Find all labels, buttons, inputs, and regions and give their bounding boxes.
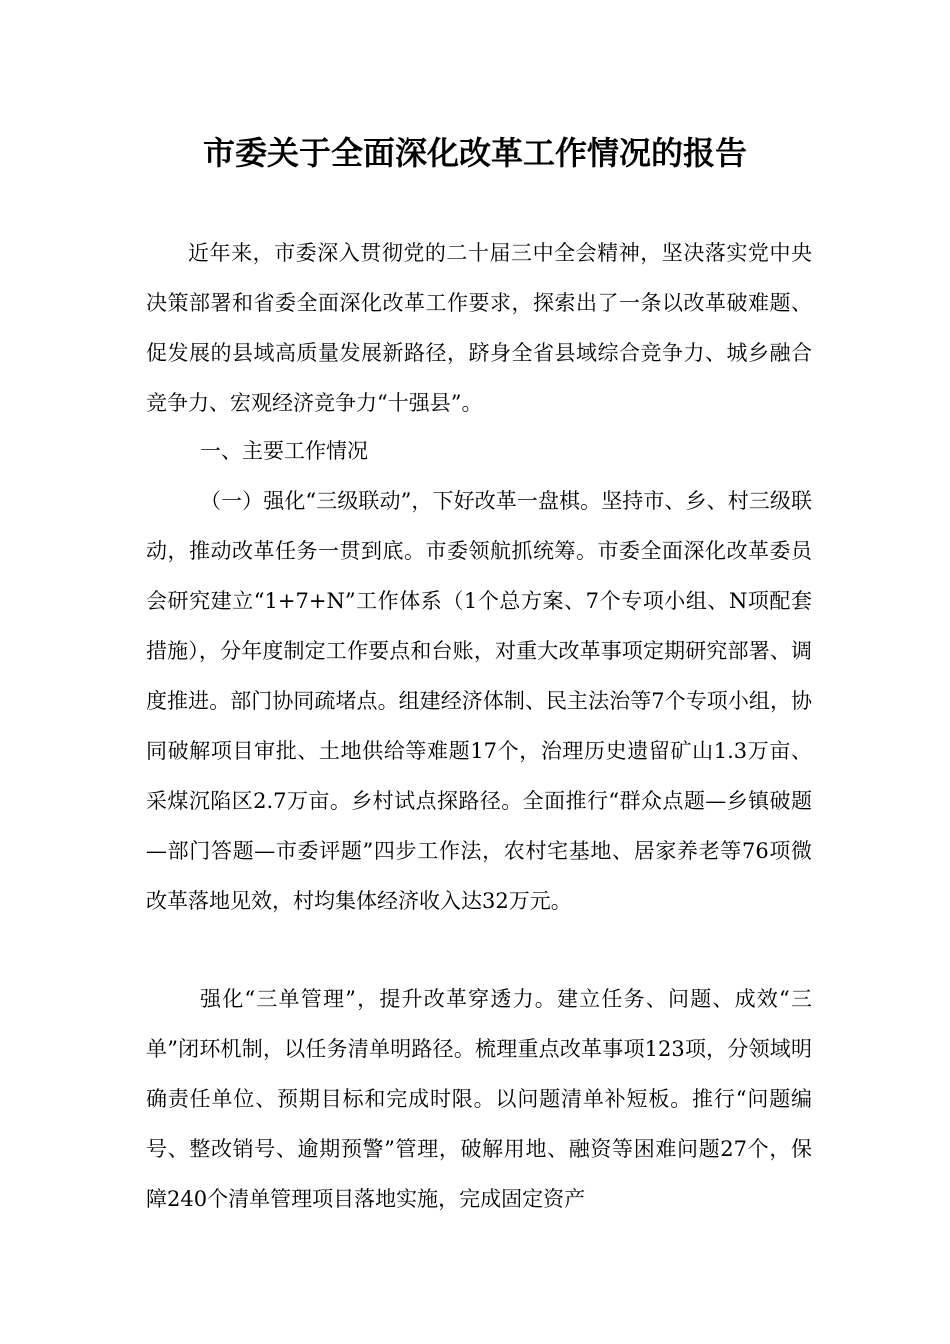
section-heading: 一、主要工作情况 — [200, 439, 368, 463]
paragraph-three-level: （一）强化“三级联动”，下好改革一盘棋。坚持市、乡、村三级联动，推动改革任务一贯到底。市委领航抓统筹。市委全面深化改革委员会研究建立“1+7+N”工作体系（1个总方案、7个专项小组、N项配套措施），分年度制定工作要点和台账，对重大改革事项定期研究部署、调度推进。部门协同疏堵点。组建经济体制、民主法治等7个专项小组，协同破解项目审批、土地供给等难题17个，治理历史遗留矿山1.3万亩、采煤沉陷区2.7万亩。乡村试点探路径。全面推行“群众点题—乡镇破题—部门答题—市委评题”四步工作法，农村宅基地、居家养老等76项微改革落地见效，村均集体经济收入达32万元。 — [146, 489, 812, 913]
paragraph-intro: 近年来，市委深入贯彻党的二十届三中全会精神，坚决落实党中央决策部署和省委全面深化改革工作要求，探索出了一条以改革破难题、促发展的县域高质量发展新路径，跻身全省县域综合竞争力、城乡融合竞争力、宏观经济竞争力“十强县”。 — [146, 241, 812, 415]
document-title: 市委关于全面深化改革工作情况的报告 — [202, 134, 747, 172]
paragraph-three-list: 强化“三单管理”，提升改革穿透力。建立任务、问题、成效“三单”闭环机制，以任务清单明路径。梳理重点改革事项123项，分领域明确责任单位、预期目标和完成时限。以问题清单补短板。推行“问题编号、整改销号、逾期预警”管理，破解用地、融资等困难问题27个，保障240个清单管理项目落地实施，完成固定资产 — [146, 987, 812, 1211]
